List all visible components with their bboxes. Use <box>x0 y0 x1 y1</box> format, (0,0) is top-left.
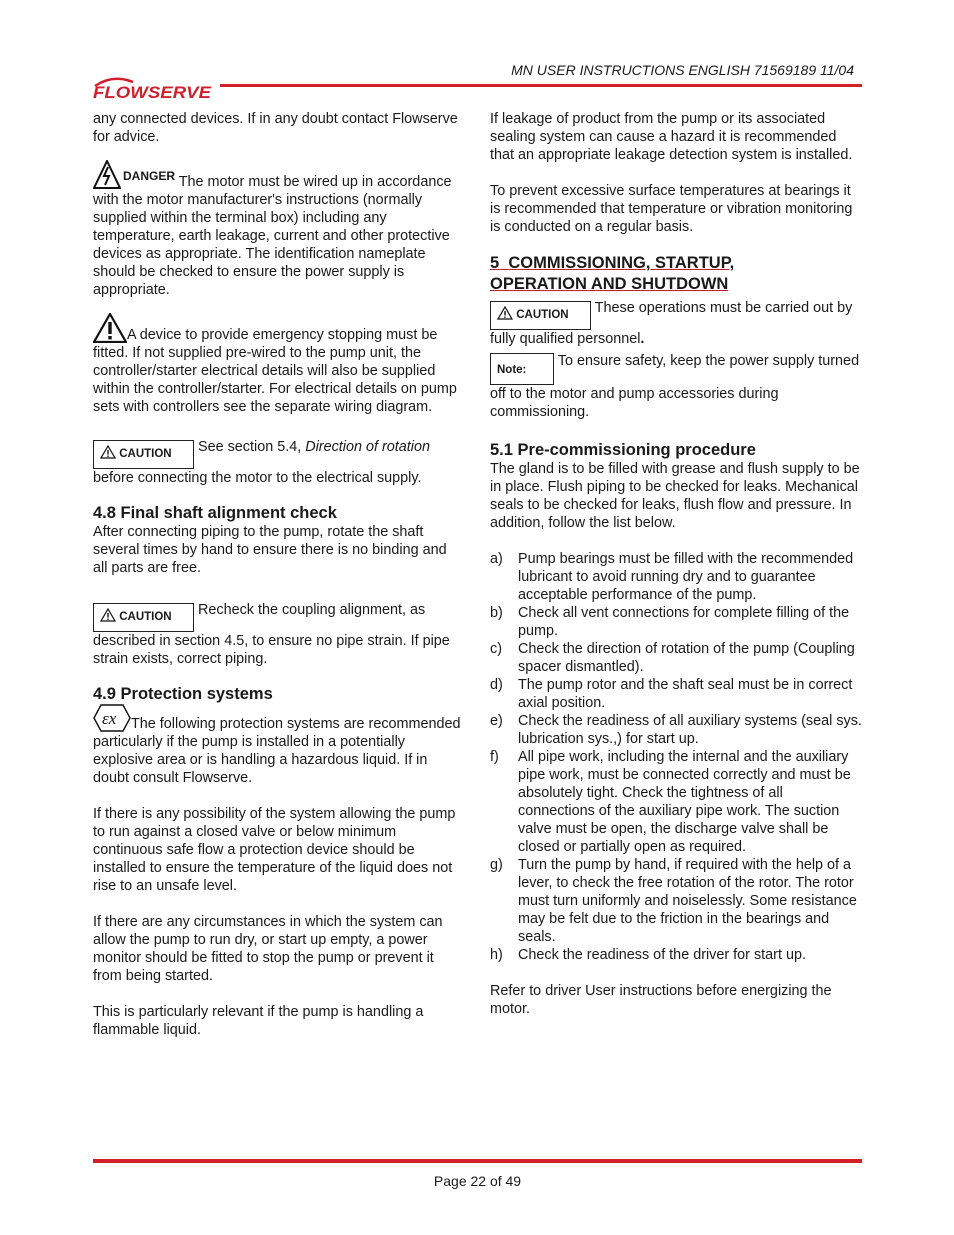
list-marker: g) <box>490 857 503 873</box>
list-item <box>490 604 862 640</box>
list-marker: f) <box>490 749 499 765</box>
list-item-text: Check all vent connections for complete filling of the pump. <box>518 605 850 639</box>
caution-text-italic: Direction of rotation <box>305 439 430 455</box>
electrical-hazard-icon <box>93 160 121 190</box>
paragraph: If there is any possibility of the system allowing the pump to run against a closed valve or below minimum continuous safe flow a protection device should be installed to ensure the temperature of the liquid does not rise to an unsafe level. <box>93 806 456 894</box>
footer-rule <box>93 1159 862 1163</box>
list-item-text: Check the readiness of all auxiliary systems (seal sys. lubrication sys.,) for start up. <box>518 713 862 747</box>
list-marker: e) <box>490 713 503 729</box>
caution-paragraph-3 <box>490 299 862 348</box>
paragraph: If leakage of product from the pump or its associated sealing system can cause a hazard it is recommended that an appropriate leakage detection system is installed. <box>490 111 853 163</box>
paragraph: The gland is to be filled with grease and flush supply to be in place. Flush piping to be checked for leaks. Mechanical seals to be checked for leaks, flush flow and pressure. In addition, follow the list below. <box>490 461 860 531</box>
list-item <box>490 640 862 676</box>
caution-label: CAUTION <box>516 309 569 321</box>
list-item-text: Check the direction of rotation of the pump (Coupling spacer dismantled). <box>518 641 855 675</box>
caution-text: See section 5.4, <box>198 439 306 455</box>
list-marker: h) <box>490 947 503 963</box>
list-item <box>490 946 862 964</box>
danger-label: DANGER <box>123 169 176 183</box>
chapter-number: 5 <box>490 254 500 272</box>
paragraph: If there are any circumstances in which the system can allow the pump to run dry, or start up empty, a power monitor should be fitted to stop the pump or prevent it from being started. <box>93 914 443 984</box>
caution-text-end: before connecting the motor to the electrical supply. <box>93 470 422 486</box>
chapter-title-line-1: COMMISSIONING, STARTUP, <box>508 254 735 272</box>
note-box <box>490 353 554 385</box>
list-item <box>490 748 862 856</box>
warning-text: A device to provide emergency stopping must be fitted. If not supplied pre-wired to the pump unit, the controller/starter electrical details will also be supplied within the controller/starter. For electrical details on pump sets with controllers see the separate wiring diagram. <box>93 327 457 415</box>
header-rule <box>220 84 862 87</box>
svg-text:εx: εx <box>102 709 117 728</box>
caution-text-period: . <box>640 331 645 347</box>
caution-label: CAUTION <box>119 448 172 460</box>
list-item-text: Pump bearings must be filled with the recommended lubricant to avoid running dry and to guarantee acceptable performance of the pump. <box>518 551 854 603</box>
danger-paragraph <box>93 160 463 299</box>
note-paragraph <box>490 352 862 421</box>
paragraph: Refer to driver User instructions before energizing the motor. <box>490 983 832 1017</box>
list-item-text: Check the readiness of the driver for start up. <box>518 947 806 963</box>
list-item <box>490 550 862 604</box>
caution-paragraph-1 <box>93 438 463 487</box>
caution-text: These operations must be carried out by fully qualified personnel <box>490 300 853 347</box>
list-marker: a) <box>490 551 503 567</box>
caution-box <box>93 440 194 469</box>
paragraph: This is particularly relevant if the pump is handling a flammable liquid. <box>93 1004 424 1038</box>
section-heading-4-9: 4.9 Protection systems <box>93 685 273 703</box>
section-heading-4-8: 4.8 Final shaft alignment check <box>93 504 337 522</box>
list-item-text: All pipe work, including the internal and the auxiliary pipe work, must be connected correctly and must be absolutely tight. Check the tightness of all connections of the auxiliary pipe work. The suction valve must be open, the discharge valve shall be closed or partially open as required. <box>518 749 851 855</box>
caution-box <box>93 603 194 632</box>
flowserve-logo <box>93 76 213 102</box>
note-text: To ensure safety, keep the power supply turned off to the motor and pump accessories during commissioning. <box>490 353 860 420</box>
logo-text: FLOWSERVE <box>93 83 212 102</box>
ex-paragraph <box>93 704 463 787</box>
caution-triangle-icon <box>497 306 513 320</box>
explosion-proof-ex-icon <box>93 704 131 732</box>
list-item-text: Turn the pump by hand, if required with the help of a lever, to check the free rotation of the rotor. The rotor must turn uniformly and noiselessly. Some resistance may be felt due to the friction in the bearings and seals. <box>518 857 857 945</box>
right-column <box>490 110 862 1018</box>
list-item-text: The pump rotor and the shaft seal must be in correct axial position. <box>518 677 853 711</box>
paragraph: To prevent excessive surface temperatures at bearings it is recommended that temperature or vibration monitoring is conducted on a regular basis. <box>490 183 853 235</box>
note-label: Note: <box>497 364 527 376</box>
list-item <box>490 676 862 712</box>
caution-text: Recheck the coupling alignment, as described in section 4.5, to ensure no pipe strain. If pipe strain exists, correct piping. <box>93 602 450 667</box>
warning-paragraph <box>93 313 463 416</box>
chapter-heading-5 <box>490 253 862 295</box>
chapter-title-line-2: OPERATION AND SHUTDOWN <box>490 275 729 293</box>
section-heading-5-1: 5.1 Pre-commissioning procedure <box>490 441 756 459</box>
page-number: Page 22 of 49 <box>433 1173 522 1189</box>
caution-box <box>490 301 591 330</box>
document-header-title: MN USER INSTRUCTIONS ENGLISH 71569189 11/04 <box>511 62 854 78</box>
left-column <box>93 110 463 1039</box>
caution-label: CAUTION <box>119 611 172 623</box>
paragraph: any connected devices. If in any doubt contact Flowserve for advice. <box>93 111 458 145</box>
list-marker: b) <box>490 605 503 621</box>
checklist <box>490 550 862 964</box>
paragraph: After connecting piping to the pump, rotate the shaft several times by hand to ensure there is no binding and all parts are free. <box>93 524 447 576</box>
ex-text: The following protection systems are recommended particularly if the pump is installed in a potentially explosive area or is handling a hazardous liquid. If in doubt consult Flowserve. <box>93 716 461 786</box>
warning-icon <box>93 313 127 343</box>
caution-triangle-icon <box>100 608 116 622</box>
list-marker: c) <box>490 641 502 657</box>
list-marker: d) <box>490 677 503 693</box>
list-item <box>490 712 862 748</box>
caution-triangle-icon <box>100 445 116 459</box>
caution-paragraph-2 <box>93 601 463 668</box>
danger-text: The motor must be wired up in accordance with the motor manufacturer's instructions (normally supplied within the terminal box) including any temperature, earth leakage, current and other protective devices as appropriate. The identification nameplate should be checked to ensure the power supply is appropriate. <box>93 174 452 298</box>
list-item <box>490 856 862 946</box>
